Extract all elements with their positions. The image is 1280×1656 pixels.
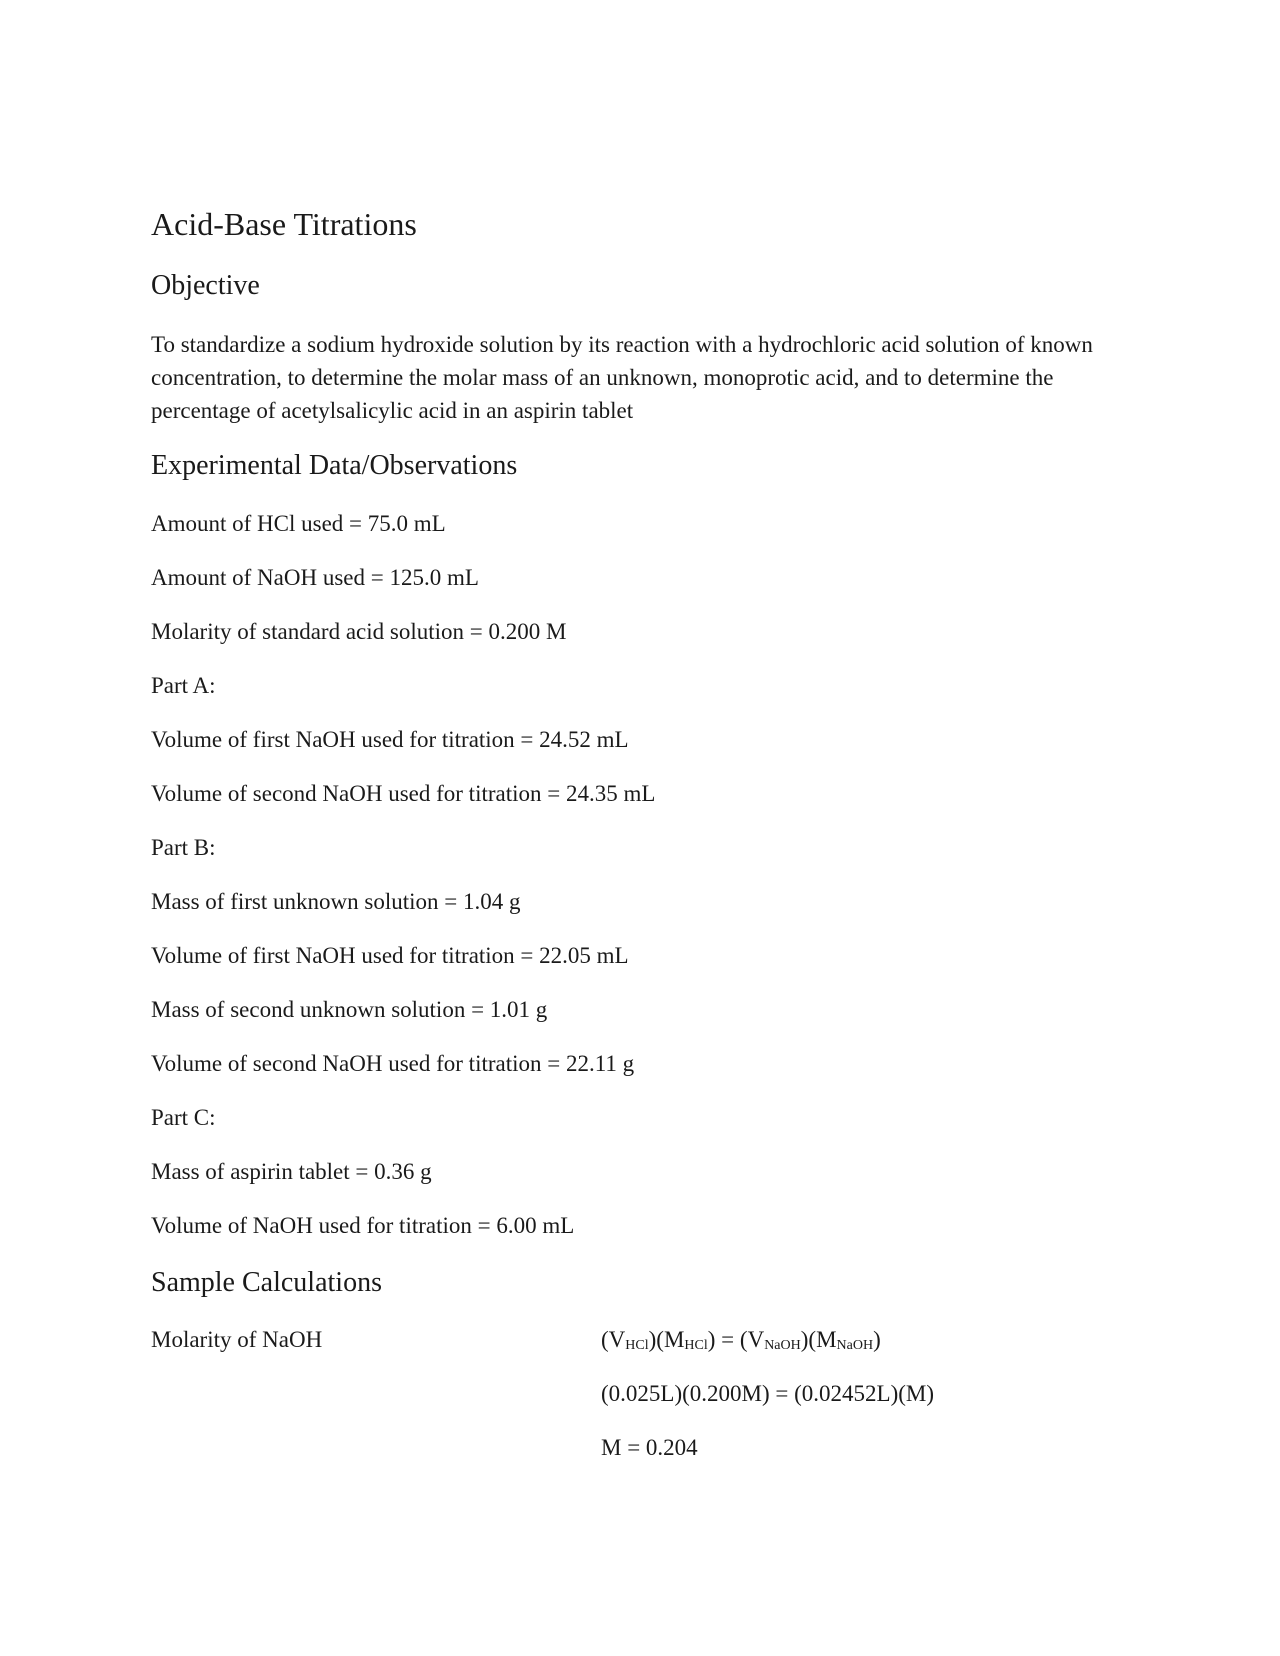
calc-formula [601,1328,881,1351]
formula-v-symbol-2: V [747,1327,765,1352]
data-line-b-second-naoh: Volume of second NaOH used for titration = 22.11 g [151,1051,635,1076]
calc-result: M = 0.204 [601,1435,698,1460]
data-line-c-aspirin-mass: Mass of aspirin tablet = 0.36 g [151,1159,432,1184]
data-line-c-naoh: Volume of NaOH used for titration = 6.00 mL [151,1213,575,1238]
formula-hcl-subscript-2: HCl [684,1338,708,1353]
data-line-acid-molarity: Molarity of standard acid solution = 0.200 M [151,619,567,644]
data-line-hcl-amount: Amount of HCl used = 75.0 mL [151,511,446,536]
data-line-a-second-naoh: Volume of second NaOH used for titration = 24.35 mL [151,781,656,806]
part-a-label: Part A: [151,673,216,698]
data-line-a-first-naoh: Volume of first NaOH used for titration = 24.52 mL [151,727,629,752]
objective-heading: Objective [151,270,260,301]
formula-naoh-subscript-2: NaOH [836,1338,874,1353]
formula-naoh-subscript: NaOH [764,1338,801,1353]
data-line-naoh-amount: Amount of NaOH used = 125.0 mL [151,565,479,590]
formula-hcl-subscript: HCl [625,1338,649,1353]
calculations-heading: Sample Calculations [151,1267,382,1298]
data-line-b-first-mass: Mass of first unknown solution = 1.04 g [151,889,521,914]
formula-m-symbol-2: M [816,1327,837,1352]
data-line-b-second-mass: Mass of second unknown solution = 1.01 g [151,997,548,1022]
data-line-b-first-naoh: Volume of first NaOH used for titration = 22.05 mL [151,943,629,968]
calc-substitution: (0.025L)(0.200M) = (0.02452L)(M) [601,1381,934,1406]
document-title: Acid-Base Titrations [151,206,417,242]
formula-paren-open: ( [601,1327,609,1352]
formula-paren-mid-2: )( [800,1327,817,1352]
formula-v-symbol: V [608,1327,626,1352]
formula-m-symbol: M [663,1327,685,1352]
formula-paren-mid: )( [648,1327,664,1352]
calc-label-molarity-naoh: Molarity of NaOH [151,1327,323,1352]
data-heading: Experimental Data/Observations [151,450,518,481]
part-c-label: Part C: [151,1105,216,1130]
formula-equals: ) = ( [707,1327,748,1352]
formula-paren-close: ) [873,1327,881,1352]
part-b-label: Part B: [151,835,216,860]
objective-text: To standardize a sodium hydroxide solution by its reaction with a hydrochloric acid solution of known concentration, to determine the molar mass of an unknown, monoprotic acid, and to determine the percentage of acetylsalicylic acid in an aspirin tablet [151,332,1093,423]
